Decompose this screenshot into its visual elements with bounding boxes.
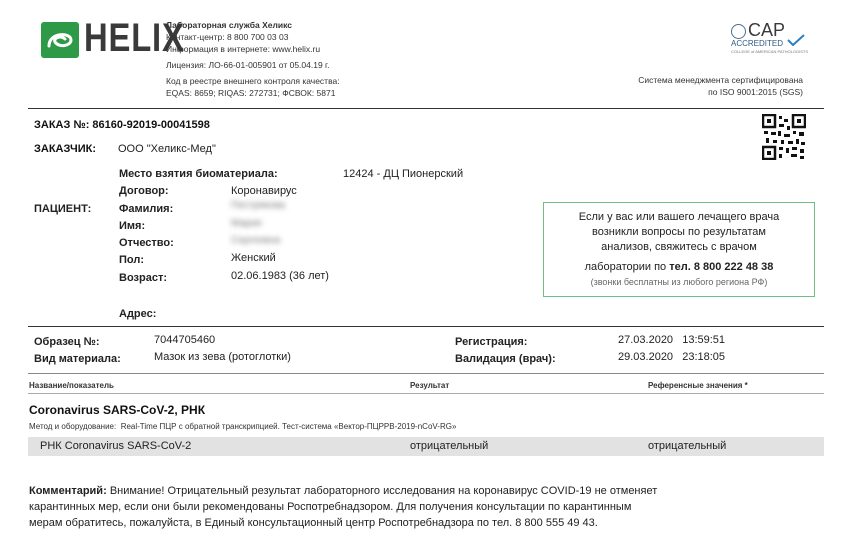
helix-logo-icon — [41, 22, 79, 58]
order-number: ЗАКАЗ №: 86160-92019-00041598 — [34, 119, 210, 131]
place-label: Место взятия биоматериала: — [119, 168, 278, 180]
license-line: Лицензия: ЛО-66-01-005901 от 05.04.19 г. — [166, 60, 330, 70]
sex-value: Женский — [231, 252, 276, 264]
registration-value: 27.03.2020 13:59:51 — [618, 334, 726, 346]
contact-box-line-2: возникли вопросы по результатам — [591, 226, 766, 238]
comment-line-2: карантинных мер, если они были рекомендованы Роспотребнадзором. Для получения консультации по карантинным — [29, 501, 632, 513]
method-line — [29, 422, 456, 431]
comment-line-3: мерам обратитесь, пожалуйста, в Единый консультационный центр Роспотребнадзора по тел. 8 800 555 49 43. — [29, 517, 598, 529]
patient-divider — [28, 326, 824, 327]
place-value: 12424 - ДЦ Пионерский — [343, 168, 464, 180]
customer-label: ЗАКАЗЧИК: — [34, 143, 96, 155]
registry-codes: EQAS: 8659; RIQAS: 272731; ФСВОК: 5871 — [166, 88, 336, 98]
iso-line-1: Система менеджмента сертифицирована — [638, 75, 803, 85]
patronymic-value-redacted: Сергеевна — [231, 235, 281, 246]
column-header-result: Результат — [410, 381, 450, 390]
comment-label: Комментарий: — [29, 485, 107, 497]
surname-value-redacted: Пестрякова — [231, 200, 286, 211]
contact-box-line-3: анализов, свяжитесь с врачом — [601, 241, 757, 253]
age-label: Возраст: — [119, 272, 167, 284]
validation-label: Валидация (врач): — [455, 353, 556, 365]
material-value: Мазок из зева (ротоглотки) — [154, 351, 291, 363]
contact-box-line-4-prefix: лаборатории по — [584, 261, 670, 273]
comment-text-1: Внимание! Отрицательный результат лабораторного исследования на коронавирус COVID-19 не отменяет — [109, 485, 658, 497]
patronymic-label: Отчество: — [119, 237, 174, 249]
column-header-reference: Референсные значения * — [648, 381, 748, 390]
contract-label: Договор: — [119, 185, 169, 197]
checkmark-icon — [787, 34, 805, 46]
sample-divider — [28, 373, 824, 374]
registry-line: Код в реестре внешнего контроля качества: — [166, 76, 340, 86]
row-result: отрицательный — [410, 440, 489, 452]
internet-line: Информация в интернете: www.helix.ru — [166, 44, 321, 54]
validation-value: 29.03.2020 23:18:05 — [618, 351, 726, 363]
lab-name: Лабораторная служба Хеликс — [166, 20, 292, 30]
cap-seal-icon — [731, 24, 746, 39]
test-title: Coronavirus SARS-CoV-2, РНК — [29, 403, 206, 417]
sample-value: 7044705460 — [154, 334, 216, 346]
row-reference: отрицательный — [648, 440, 727, 452]
helix-logo-text: HELIX — [84, 16, 185, 60]
table-header-divider — [28, 393, 824, 394]
name-label: Имя: — [119, 220, 146, 232]
address-label: Адрес: — [119, 308, 157, 320]
contact-center-line: Контакт-центр: 8 800 700 03 03 — [166, 32, 289, 42]
cap-college-text: COLLEGE of AMERICAN PATHOLOGISTS — [731, 49, 808, 54]
method-label: Метод и оборудование: — [29, 422, 117, 431]
qr-code-icon — [762, 114, 806, 160]
doctor-phone: тел. 8 800 222 48 38 — [669, 261, 774, 273]
contact-box-note: (звонки бесплатны из любого региона РФ) — [590, 277, 768, 287]
sample-label: Образец №: — [34, 336, 100, 348]
comment-line-1 — [29, 485, 657, 497]
surname-label: Фамилия: — [119, 203, 174, 215]
method-value: Real-Time ПЦР с обратной транскрипцией. Тест-система «Вектор-ПЦРРВ-2019-nCoV-RG» — [120, 422, 457, 431]
cap-accredited-text: ACCREDITED — [731, 39, 784, 48]
patient-section-label: ПАЦИЕНТ: — [34, 203, 92, 215]
row-name: РНК Coronavirus SARS-CoV-2 — [40, 440, 192, 452]
contact-box-line-1: Если у вас или вашего лечащего врача — [578, 211, 780, 223]
sex-label: Пол: — [119, 254, 145, 266]
name-value-redacted: Мария — [231, 218, 262, 229]
iso-line-2: по ISO 9001:2015 (SGS) — [708, 87, 803, 97]
registration-label: Регистрация: — [455, 336, 528, 348]
contract-value: Коронавирус — [231, 185, 297, 197]
customer-value: ООО "Хеликс-Мед" — [118, 143, 216, 155]
cap-logo-text: CAP — [748, 20, 786, 40]
header-divider — [28, 108, 824, 109]
column-header-name: Название/показатель — [29, 381, 114, 390]
material-label: Вид материала: — [34, 353, 121, 365]
contact-box-line-4 — [543, 261, 815, 273]
age-value: 02.06.1983 (36 лет) — [231, 270, 329, 282]
